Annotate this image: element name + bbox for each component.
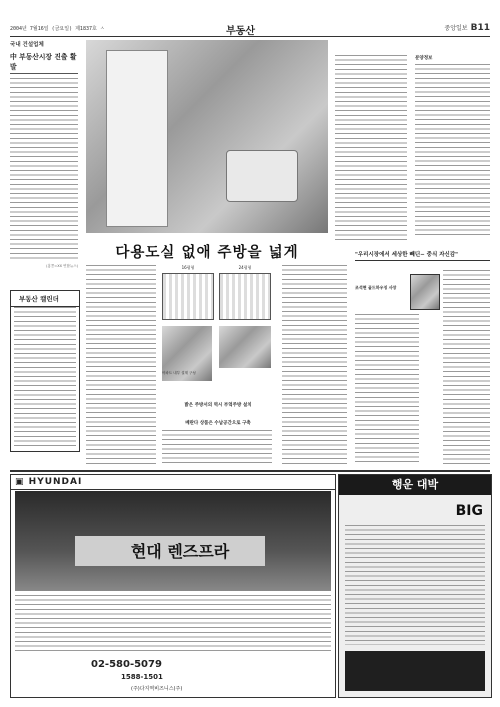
paper-name: 중앙일보 [444, 25, 468, 32]
kitchen-photo [86, 40, 328, 233]
table-shape [226, 150, 298, 202]
doorway-shape [106, 50, 168, 227]
floor-plan-drawing [162, 273, 214, 320]
article-body-text [10, 78, 78, 262]
ad-lottery [338, 474, 492, 698]
right-article-col-2 [415, 55, 490, 240]
calendar-entries [14, 307, 76, 447]
column-label: 분양정보 [415, 56, 433, 61]
opinion-column [355, 250, 490, 465]
plan-label: 16평형 [181, 265, 195, 270]
ad-big-label: BIG [455, 503, 483, 519]
paper-masthead [444, 23, 490, 33]
ad-lottery-footer [345, 651, 485, 691]
calendar-title: 부동산 캘린더 [11, 291, 79, 307]
text-block [415, 64, 490, 239]
ad-photo [15, 491, 331, 591]
column-body-2 [443, 270, 490, 464]
photo-caption: 아파트 내부 설계 구성 [162, 371, 196, 375]
text-block [335, 55, 407, 240]
feature-headline: 다용도실 없애 주방을 넓게 [115, 245, 299, 261]
ad-sponsor: (주)다지역비즈니스(주) [131, 686, 183, 692]
article-kicker: 국내 건설업체 [10, 42, 44, 48]
feature-body-right [282, 265, 347, 465]
section-title: 부동산 [226, 26, 255, 37]
right-article-col-1 [335, 55, 407, 240]
page-number: B11 [470, 23, 490, 33]
feature-body-left [86, 265, 156, 465]
plan-label: 24평형 [238, 265, 252, 270]
feature-body-middle [162, 430, 272, 465]
floor-plan-24 [219, 265, 271, 320]
page-header [10, 22, 490, 37]
feature-caption-2: 베란다 상품은 수납공간으로 구축 [185, 421, 251, 426]
floor-plan-16 [162, 265, 214, 320]
ad-brand [11, 475, 335, 490]
real-estate-calendar [10, 290, 80, 452]
ad-lottery-title: 행운 대박 [339, 475, 491, 495]
column-quote-title: "우리시장에서 세상한 빼딘− 중식 자신감" [355, 250, 490, 261]
left-article [10, 40, 78, 270]
feature-headline-area [86, 237, 328, 261]
interior-photo-2 [219, 326, 271, 368]
ad-phone-2: 1588-1501 [121, 673, 163, 681]
ad-brand-text: HYUNDAI [28, 477, 83, 487]
ad-phone: 02-580-5079 [91, 659, 162, 670]
ad-divider [10, 470, 490, 472]
article-byline: (홍콩=XX 연합뉴스) [46, 264, 78, 268]
issue-date: 2004년 7월16일 (금요일) 제1837호 ㅅ [10, 26, 105, 32]
floor-plan-drawing [219, 273, 271, 320]
author-photo [410, 274, 440, 310]
ad-headline: 현대 렌즈프라 [130, 542, 230, 561]
hyundai-logo-icon: ▣ [15, 477, 25, 487]
ad-lottery-body [345, 525, 485, 645]
ad-table [15, 595, 331, 655]
profile-title: 조석현 골드하우징 사장 [355, 285, 397, 290]
article-headline: 中 부동산시장 진출 활발 [10, 51, 78, 74]
column-body-1 [355, 314, 419, 464]
ad-hyundai [10, 474, 336, 698]
feature-caption-1: 밝은 주방서의 역시 부엌주방 설치 [184, 403, 252, 408]
